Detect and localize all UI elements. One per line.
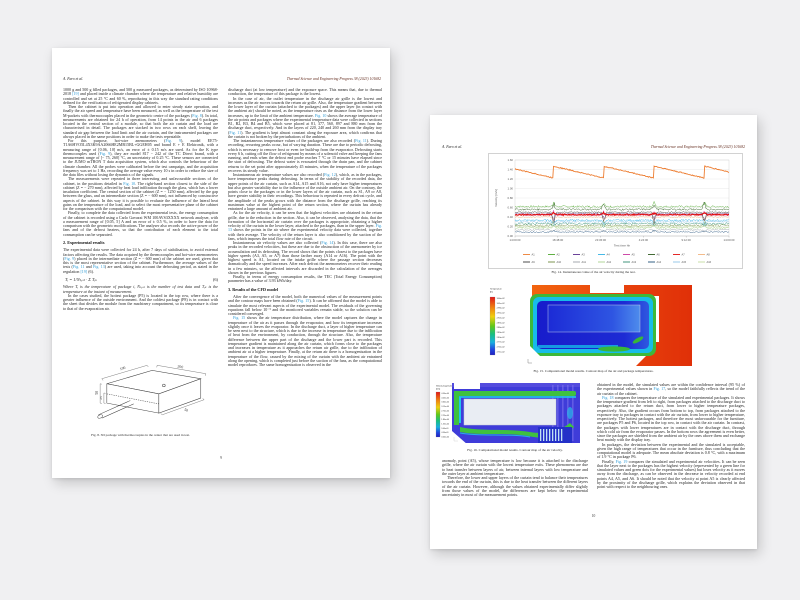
svg-text:0.40: 0.40 [507,215,513,219]
citation-link[interactable]: Fig. 18 [602,394,614,400]
svg-text:Test time hh: Test time hh [613,243,631,248]
svg-text:A10: A10 [556,261,562,264]
svg-text:1.40: 1.40 [507,167,513,172]
section-heading: 2. Experimental results [63,239,105,245]
svg-text:9.00e-01: 9.00e-01 [441,427,449,430]
citation-link[interactable]: Fig. 10 [123,180,136,186]
svg-text:A7: A7 [681,253,685,257]
svg-text:2.25e+00: 2.25e+00 [441,414,449,417]
svg-text:4.50e-01: 4.50e-01 [441,432,449,435]
svg-text:2.83e+02: 2.83e+02 [496,331,505,334]
contour-plot-area [452,383,580,445]
svg-text:A1: A1 [531,253,535,257]
svg-text:0.20: 0.20 [507,224,513,229]
dim-height-label: 50 [95,390,100,395]
contour-legend-unit: [K] [490,291,493,294]
dim-side-label: 50 [183,407,189,413]
running-header [442,145,745,149]
contour-colorbar [436,392,440,437]
figure-14-caption: Fig. 14. Instantaneous value of the air velocity during the test. [551,270,636,274]
package-block [464,399,556,425]
citation-link[interactable]: Fig. 10 [314,112,327,118]
paragraph: Finally, to complete the data collected from the experimental tests, the energy consumption of the cabinet is recorded using a Carlo Gavazzi WM 100AVS3XXXX network analyser, with a measurement range of [0.05, 5] A and an error of ± 0.5 %, in order to have the data for comparison with the geometric modifications. The analyser also records the active power of the fans and of the defrost heaters, so that the contribution of each element to the total consumption can be separated. [63,210,218,237]
citation-link[interactable]: Fig. 13 [93,264,105,270]
paragraph: The experimental data were collected for 24 h, after 7 days of stabilisation, to avoid external factors affecting the results. The data acquired by the thermocouples and hot-wire anemometers (Fig. 9) placed in the intermediate section (Z = − 600 mm) of the cabinet are used, given that this is the most representative section of the cabinet. Furthermore, the average values of the tests (Fig. 11 and Fig. 13) are used, taking into account the defrosting period, as stated in the regulation [19] (6). [63,247,219,274]
svg-text:4.50e+00: 4.50e+00 [441,393,449,395]
citation-link[interactable]: Fig. 11 [72,264,85,270]
paragraph: Therefore, the lower and upper layers of the curtain tend to balance their temperatures towards the end of the curtain, this is due to the heat transfer between the different layers of the air curtain. However, although the values obtained experimentally differ slightly from those values of the model, the differences are kept below the experimental uncertainty in most of the measurement points. [442,475,588,497]
svg-text:A11: A11 [581,261,586,264]
dim-half-height-label: 25 [99,396,104,400]
svg-text:2.80e+02: 2.80e+02 [496,336,505,339]
left-page-column-1 [63,88,218,311]
equation-number: (6) [212,277,218,283]
journal-running-head: Thermal Science and Engineering Progress 38 (2023) 101682 [650,145,745,149]
right-page-column-2 [597,383,745,489]
author-running-head: A. Faro et al. [442,145,463,149]
structure-notch [590,285,624,293]
page-number: 10 [591,514,596,518]
equation-body: Tᵢ = 1/Nₜₑₛₜ · Σ Tᵢₖ [65,276,98,282]
right-page-column-1 [442,459,588,497]
paragraph: anomaly, point (A5), whose temperature is low because it is attached to the discharge grille, where the air curtain with the lowest temperature exits. These phenomena are due to heat transfer between layers of air, between internal layers with low temperature and the outer layer at ambient temperature. [442,458,588,476]
fig14-line-chart [489,154,742,268]
top-jet-stream [454,391,576,396]
figure-14-chart-frame [488,153,743,269]
citation-link[interactable]: Fig. 11 [355,138,367,143]
svg-text:1.00: 1.00 [507,186,513,191]
svg-text:14:00:00: 14:00:00 [509,238,521,242]
svg-text:A6: A6 [656,253,660,257]
citation-link[interactable]: Fig. 9 [165,138,181,143]
svg-text:0.00e+00: 0.00e+00 [441,436,449,439]
svg-text:A3: A3 [581,253,585,257]
svg-text:0.00: 0.00 [507,234,513,238]
svg-text:3.60e+00: 3.60e+00 [441,401,449,404]
svg-text:3.04e+02: 3.04e+02 [496,298,505,300]
svg-text:14:00:00: 14:00:00 [723,238,735,242]
left-page-column-2 [228,88,382,367]
paragraph: obtained in the model, the simulated values are within the confidence interval (95 %) of the experimental values shown in Fig. 17, so the model faithfully reflects the trend of the air curtain of the cabinet. [597,382,745,396]
citation-link[interactable]: Fig. 15 [297,298,310,304]
svg-text:A9: A9 [531,261,535,264]
contour-colorbar [490,297,495,355]
page-left [52,48,390,478]
svg-text:3.15e+00: 3.15e+00 [441,406,449,409]
svg-text:2.89e+02: 2.89e+02 [496,322,505,325]
paragraph: Instantaneous air temperature values are also recorded (Fig. 12), which, as in the packages, have temperature peaks during defrosting. In terms of the stability of the recorded data, the upper points of the air curtain, such as A14, A15 and A16, not only have higher temperatures but also greater variability due to the influence of the outside ambient air. On the contrary, the points close to the packages or in the lower layers of the air curtain, such as S1, A9 or A8, have greater stability in their recordings. This behaviour is repeated in every defrost cycle, and the amplitude of the peaks grows with the distance from the discharge grille, reaching its maximum value at the highest point of the return section, where the curtain has already entrained a large amount of ambient air. [228,172,382,211]
contour-legend-title: Velocity magnitude [436,385,452,388]
svg-text:A13: A13 [631,261,637,264]
svg-text:23:36:00: 23:36:00 [595,238,607,242]
figure-8-package-drawing [80,356,210,430]
svg-text:2.98e+02: 2.98e+02 [496,307,505,310]
contour-legend-title: Temperature [490,288,502,291]
svg-text:0.60: 0.60 [507,205,513,210]
svg-text:A16: A16 [706,261,712,264]
svg-text:0.80: 0.80 [507,196,513,200]
citation-link[interactable]: Fig. 15 [233,315,246,321]
chart-axes [494,158,735,248]
svg-text:A5: A5 [631,253,635,257]
paragraph: The measurements were repeated in three interesting and unfavourable sections of the cabinet, in the positions detailed in Fig. 10. The right-hand section closest to the side of the cabinet (Z = − 270 mm), affected by heat load infiltration through the glass, which has a lower insulation coefficient. The central section of the cabinet (Z = − 1250 mm), affected by the gap between the glass, and an intermediate section (Z = − 600 mm), not influenced by constructive aspects of the cabinet. In this way it is possible to evaluate the influence of the lateral heat gains on the temperature of the load, and to select the most representative plane of the cabinet for the comparison with the computational model. [63,176,218,211]
svg-text:18:48:00: 18:48:00 [552,238,564,242]
paragraph: For this purpose, hot-wire anemometers (Fig. 9), model EE75-T1A6HVO5L4X3K9AA2066HE2MB15BL+GGEH05 and brand E + E Elektronik, with a measuring range of [0.06, 10] m/s, an error of ± 0.15 m/s are used. As for the K type thermocouples used (Fig. 9), they are model 817 − 242 of the TC Direct brand, with a measurement range of [− 75, 260] °C, an uncertainty of 0.25 °C. These sensors are connected to the JUMO mTRON T data acquisition system, which also controls the behaviour of the climate chamber. All the probes were calibrated before the test campaign, and the acquisition frequency was set to 1 Hz, recording the average value every 10 s in order to reduce the size of the data files without losing the dynamics of the signals. [63,138,218,177]
svg-text:4:24:00: 4:24:00 [638,238,649,242]
svg-text:1.20: 1.20 [507,177,513,181]
svg-text:2.70e+00: 2.70e+00 [441,410,449,413]
citation-link[interactable]: Fig. 9 [99,150,111,156]
paragraph: In the cases studied, the hottest package (P5) is located in the top row, where there is a greater influence of the outside environment. And the coldest package (P8) is in contact with the sheet that divides the module from the machinery compartment, so its temperature is close to that of the evaporation air. [63,292,218,311]
paragraph: In the case of air, the outlet temperature in the discharge air grille is the lowest and increases as the air moves towards the return air grille. Also, the temperature gradient between the lower layer of the curtain (attached to the packages) and the upper layer (in contact with the ambient air) should be noted, as the temperature rises as the distance from the lower layer increases, up to the limit of the ambient temperature. Fig. 10 shows the average temperature of the air points and packages where the experimental temperature data were collected in sections B1, B2, B3, B4 and B5, which were placed at 81, 377, 560, 897 and 880 mm from the discharge duct, respectively. And in the layers of 220, 240 and 260 mm from the display tray (Fig. 11). The gradient is kept almost constant along the exposure area, which confirms that the curtain is not broken by the perturbations of the ambient. [228,95,382,139]
svg-text:A12: A12 [606,261,612,264]
structure-notch [454,383,480,389]
paragraph: As for the air velocity, it can be seen that the highest velocities are obtained in the return grille, due to the reduction in the section. Also, it can be observed, analysing the data, that the formation of the horizontal air curtain over the packages is appropriate, obtaining a higher velocity of the curtain in the lower layer, attached to the packages, than in the upper layer. Fig. 13 shows the points in the air where the experimental velocity data were collected, together with their average. The velocity of the return layer is also conditioned by the suction of the fans, which imposes the total flow rate of the circuit. [228,210,382,241]
paragraph: Finally, Fig. 19 compares the simulated and experimental air velocities. It can be seen that the layer next to the packages has the highest velocity (represented by a green line for simulated values and green dots for the experimental values) but loses velocity as it moves away from the discharge, as can be observed in the decrease in velocity recorded at end points A4, A5, and A6. It should be noted that the velocity at point A5 is clearly affected by the proximity of the discharge grille, which explains the deviation observed in that point with respect to the neighbouring ones. [597,458,745,489]
paragraph: discharge duct (at low temperature) and the exposure space. This means that, due to thermal conduction, the temperature of this package is the lowest. [228,87,382,97]
paragraph: In packages, the deviation between the experimental and the simulated is acceptable, given the high range of temperatures that occur in the furniture, thus concluding that the computational model is adequate. The mean absolute deviation is 0.8 °C, with a maximum of 1.9 °C in package P6. [597,441,745,460]
paragraph: Fig. 18 compares the temperature of the simulated and experimental packages. It shows the temperature gradient from left to right, from packages attached to the discharge duct to packages attached to the return duct, from lower to higher temperature packages, respectively. Also, the gradient occurs from bottom to top, from packages attached to the exposure tray to packages in contact with the air curtain, from lower to higher temperature, respectively. The hottest packages, and therefore the most unfavourable for the furniture, are packages P5 and P6, located in the top row, in contact with the air curtain. In contrast, the packages with lower temperatures are in contact with the discharge duct, through which cold air from the evaporator passes. In the bottom rows the agreement is even better, since the packages are shielded from the ambient air by the ones above them and exchange heat mainly with the display tray. [597,394,745,443]
paragraph: The instantaneous temperature values of the packages are also recorded (Fig. 11). During recording, recurring peaks occur, but of varying duration. These are due to periodic defrosting, which is necessary to remove frost or even ice build-up from the evaporator. Defrosting starts every 6 h, cutting off the flow of refrigerant by means of a solenoid valve and keeping the fans running, and ends when the defrost end probe reaches 7 °C or 15 minutes have elapsed since the start of defrosting. The defrost water is evacuated through the drain pan, and the cabinet returns to the set point after approximately 45 minutes, when the temperature of the packages recovers its steady value. [228,138,383,173]
svg-text:2.95e+02: 2.95e+02 [496,312,505,315]
citation-link[interactable]: Fig. 12 [324,172,336,177]
figure-16-velocity-contour [434,383,580,445]
running-header [63,77,381,81]
citation-link[interactable]: Fig. 14 [321,240,334,245]
svg-text:1.80e+00: 1.80e+00 [441,419,449,422]
svg-text:2.86e+02: 2.86e+02 [496,327,505,330]
chart-series [515,166,729,233]
svg-text:A4: A4 [606,253,610,257]
svg-text:Velocity [m/s]: Velocity [m/s] [494,189,498,207]
citation-link[interactable]: Fig. 11 [229,129,242,135]
paragraph: Instantaneous air velocity values are also collected (Fig. 14). In this case, there are also peaks in the recorded velocities, but these are due to the obstruction of the anemometer by ice accumulation and its defrosting. The record shows that the points closest to the packages have higher speeds (A3, A5, or A7) than those farther away (A14 or A16). The point with the highest speed is A1, located on the intake grille where the passage section decreases dramatically and the speed increases. After each defrost the anemometers recover their reading in a few minutes, so the affected intervals are discarded in the calculation of the averages shown in the previous figures. [228,240,382,275]
author-running-head: A. Faro et al. [63,77,84,81]
svg-text:9:12:00: 9:12:00 [681,238,691,242]
svg-text:2.71e+02: 2.71e+02 [496,351,505,354]
citation-link[interactable]: Fig. 13 [228,223,382,233]
svg-text:A8: A8 [706,253,710,257]
paragraph: Finally, in terms of energy consumption results, the TEC (Total Energy Consumption) parameter has a value of 3.93 kWh/day. [228,274,382,284]
svg-text:2.92e+02: 2.92e+02 [496,317,505,320]
dim-depth-label: 100 [119,365,127,372]
citation-link[interactable]: [19] [72,91,79,97]
svg-text:A15: A15 [681,261,687,264]
citation-link[interactable]: [19] [80,268,88,274]
equation [65,277,218,283]
figure-15-temperature-contour [488,285,692,366]
paragraph: 1000 g and 500 g filled packages, and 500 g measured packages, as determined by ISO 10968-2018 [19] and placed inside a climate chamber where the temperature and relative humidity are controlled and set at 25 °C and 60 %, reproducing in this way the standard rating conditions defined for the verification of refrigerated display cabinets. [63,87,218,105]
svg-text:2.74e+02: 2.74e+02 [496,346,505,349]
page-right [430,115,757,549]
chart-grid [515,160,729,236]
svg-text:2.77e+02: 2.77e+02 [496,341,505,344]
svg-text:1.35e+00: 1.35e+00 [441,423,449,426]
citation-link[interactable]: Fig. 8 [192,112,202,118]
paragraph: After the convergence of the model, both the numerical values of the measurement points and the contour maps have been obtained (Fig. 15). It can be affirmed that the model is able to simulate the most relevant aspects of the experimental model. The residuals of the governing equations fall below 10⁻⁵ and the monitored variables remain stable, so the solution can be considered converged. [228,294,382,317]
svg-text:3.01e+02: 3.01e+02 [496,302,505,305]
paragraph: Then the cabinet is put into operation and allowed to enter steady state operation, and finally the air speed and temperature have been measured, as well as the temperature of the test M-packets with thermocouples placed in the geometric centre of the packages (Fig. 8). In total, measurements are obtained for 24 h of operation, from 14 points in the air and 6 packages located in the central section of a module, so that both the air curtain and the load are characterised in detail. The packages are stacked in two rows on each shelf, leaving the standard air gap between the load limit and the air curtain, and the instrumented packages are always placed in the same positions in order to make the tests repeatable. [63,104,218,139]
citation-link[interactable]: Fig. 9 [64,255,75,261]
svg-text:A14: A14 [656,261,662,264]
figure-8-caption: Fig. 8. 3D package with thermocouples in the center that are used in test. [91,433,190,437]
paragraph: Fig. 15 shows the air temperature distribution, where the model captures the change in temperature of the air as it passes through the evaporator, and how its temperature increases slightly once it leaves the evaporator. In the discharge duct, a layer of higher temperature can be seen next to the structure, which is due to the increase in temperature due to the infiltration of heat from the environment, by conduction, through the structure. Also, the temperature difference between the upper part of the discharge and the lower part is recorded. This temperature gradient is maintained along the air curtain, which forms close to the packages and increases in temperature as it approaches the return air grille, due to the infiltration of ambient air at a higher temperature. Finally, at the return air there is a homogenisation in the temperature of the flow, caused by the mixing of the curtain with the ambient air entrained along the opening, which is completed just before the suction of the fans, as the computational model reproduces. The same homogenisation is observed in the [228,315,382,368]
citation-link[interactable]: Fig. 19 [615,458,628,464]
page-number: 9 [220,456,222,460]
section-heading: 3. Results of the CFD model [228,286,279,292]
svg-text:A2: A2 [556,253,560,257]
figure-16-caption: Fig. 16. Computational model results. Contour map of the air velocity. [467,448,563,452]
dim-length-label: 200 [177,364,184,370]
package-block [548,305,640,332]
contour-legend-unit: [m/s] [436,388,441,391]
svg-text:1.60: 1.60 [507,158,513,162]
contour-plot-area [526,285,692,366]
chart-legend [523,253,712,265]
figure-15-caption: Fig. 15. Computational model results. Contour map of the air and package temperatures. [533,369,654,373]
journal-running-head: Thermal Science and Engineering Progress 38 (2023) 101682 [286,77,381,81]
equation-note: Where Tᵢ is the temperature of package i, Nₜₑₛₜ is the number of test data and Tᵢₖ is the temperature at the instant of measurement. [63,284,218,294]
svg-text:4.05e+00: 4.05e+00 [441,397,449,400]
citation-link[interactable]: Fig. 17 [653,386,666,392]
